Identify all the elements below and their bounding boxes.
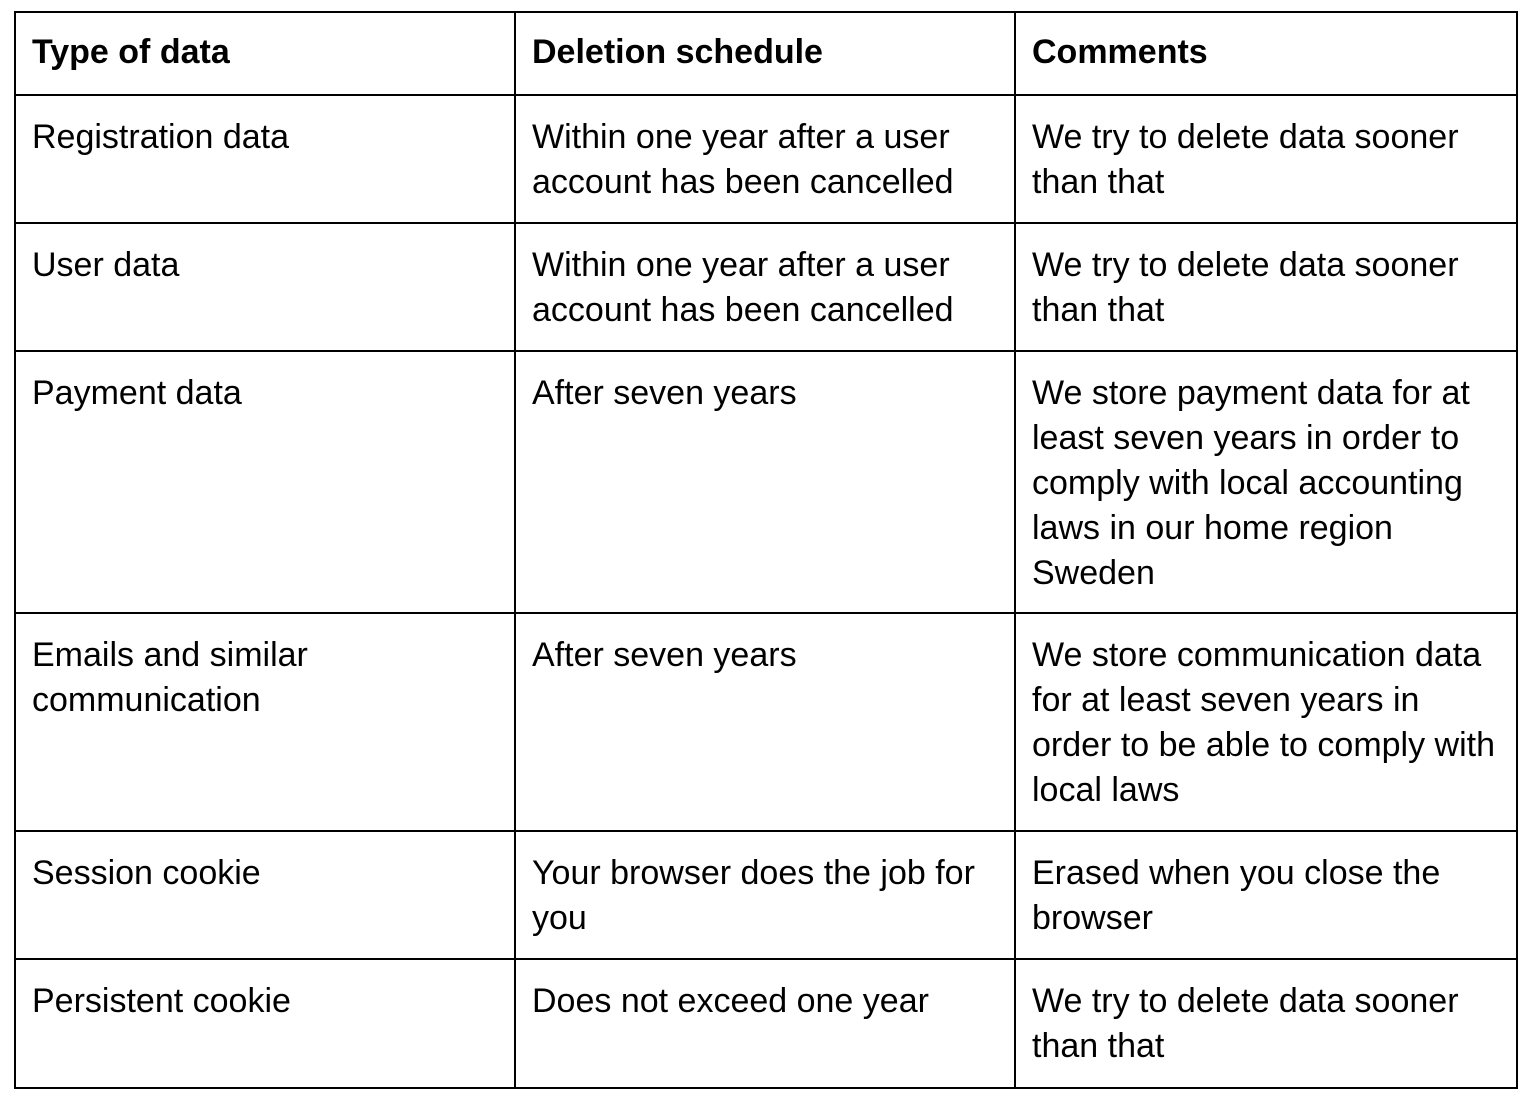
table-header-row (15, 12, 1517, 95)
cell-type: Registration data (15, 95, 515, 223)
table-row (15, 351, 1517, 613)
table-row (15, 95, 1517, 223)
cell-comment: We try to delete data sooner than that (1015, 95, 1517, 223)
cell-comment: Erased when you close the browser (1015, 831, 1517, 959)
cell-comment: We try to delete data sooner than that (1015, 959, 1517, 1088)
cell-type: Session cookie (15, 831, 515, 959)
cell-schedule: Within one year after a user account has been cancelled (515, 223, 1015, 351)
table-row (15, 613, 1517, 831)
cell-schedule: Within one year after a user account has been cancelled (515, 95, 1015, 223)
cell-type: Payment data (15, 351, 515, 613)
cell-type: User data (15, 223, 515, 351)
table-row (15, 223, 1517, 351)
cell-comment: We store payment data for at least seven years in order to comply with local accounting laws in our home region Sweden (1015, 351, 1517, 613)
table-row (15, 831, 1517, 959)
header-deletion-schedule: Deletion schedule (515, 12, 1015, 95)
header-type-of-data: Type of data (15, 12, 515, 95)
cell-type: Persistent cookie (15, 959, 515, 1088)
cell-type: Emails and similar communication (15, 613, 515, 831)
cell-schedule: After seven years (515, 351, 1015, 613)
cell-schedule: Does not exceed one year (515, 959, 1015, 1088)
cell-comment: We try to delete data sooner than that (1015, 223, 1517, 351)
header-comments: Comments (1015, 12, 1517, 95)
data-retention-table (14, 11, 1518, 1089)
table-row (15, 959, 1517, 1088)
cell-comment: We store communication data for at least seven years in order to be able to comply with local laws (1015, 613, 1517, 831)
cell-schedule: After seven years (515, 613, 1015, 831)
cell-schedule: Your browser does the job for you (515, 831, 1015, 959)
